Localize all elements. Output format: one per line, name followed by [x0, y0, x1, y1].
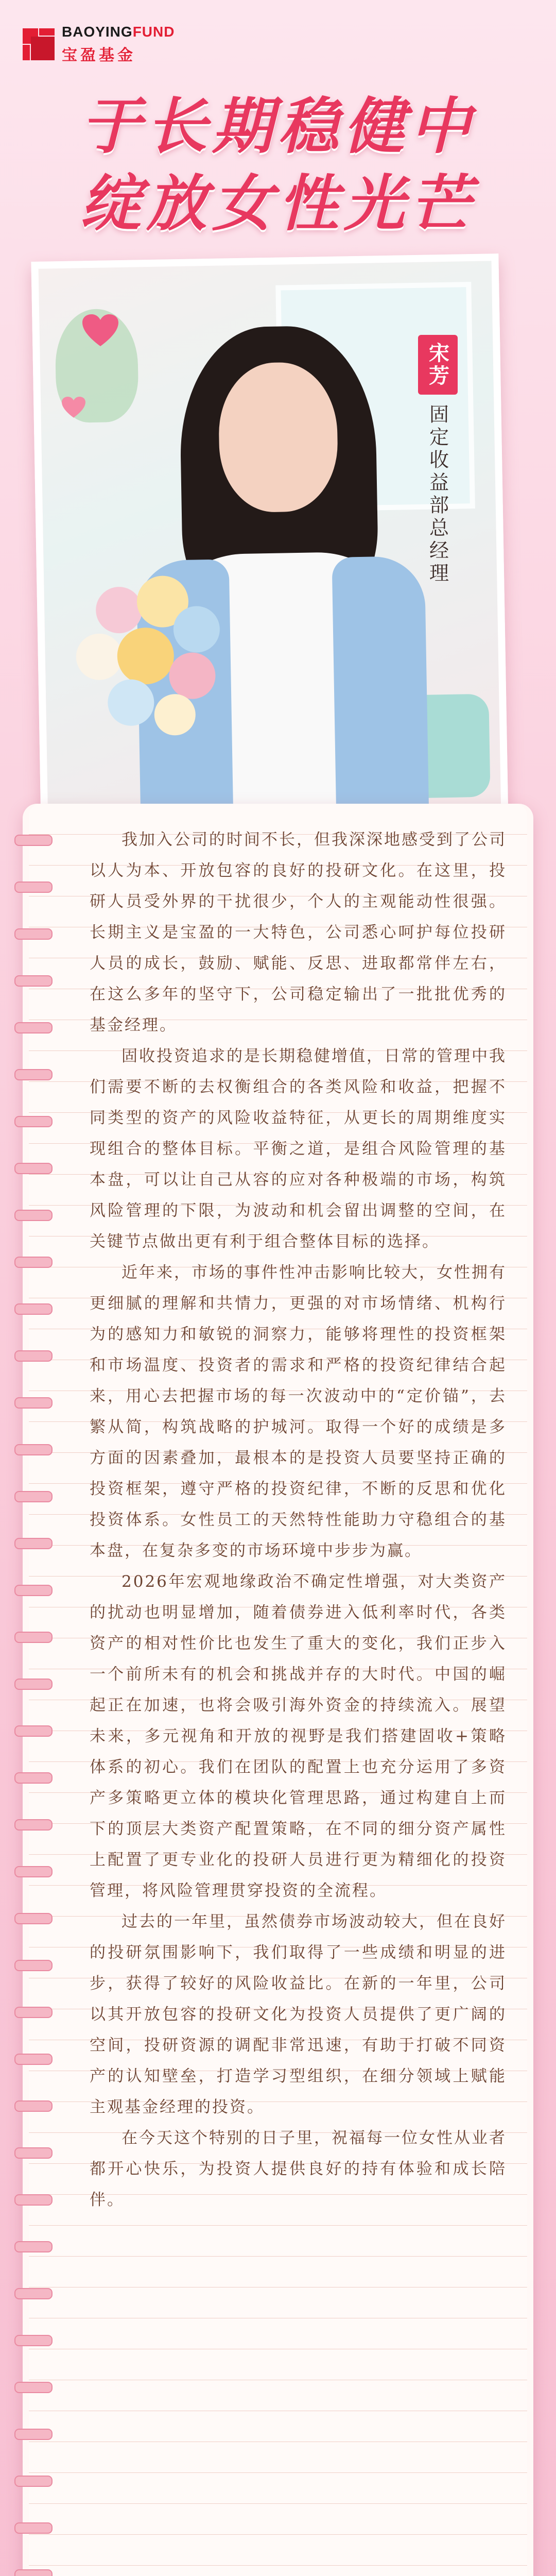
spiral-ring [14, 2335, 53, 2346]
headline-line-1: 于长期稳健中 [80, 91, 476, 162]
brand-mark-icon [23, 28, 55, 60]
spiral-ring [14, 1819, 53, 1831]
spiral-ring [14, 2288, 53, 2299]
spiral-ring [14, 928, 53, 940]
spiral-ring [14, 2100, 53, 2112]
spiral-ring [14, 2476, 53, 2487]
brand-logo [23, 24, 175, 65]
spiral-ring [14, 2007, 53, 2018]
article-body [90, 824, 507, 2215]
spiral-ring [14, 1069, 53, 1080]
spiral-ring [14, 1210, 53, 1221]
article-paragraph: 在今天这个特别的日子里，祝福每一位女性从业者都开心快乐，为投资人提供良好的持有体验和成长陪伴。 [90, 2129, 507, 2209]
person-jacket-right [332, 556, 429, 825]
spiral-ring [14, 1913, 53, 1924]
spiral-ring [14, 1444, 53, 1455]
spiral-ring [14, 1679, 53, 1690]
spiral-ring [14, 1585, 53, 1596]
spiral-ring [14, 1725, 53, 1737]
spiral-ring [14, 1960, 53, 1971]
profile-name: 宋芳 [418, 335, 458, 395]
flower-bouquet [75, 574, 232, 762]
article-notebook [23, 804, 533, 2576]
spiral-ring [14, 2569, 53, 2576]
spiral-binding [14, 835, 56, 2576]
article-paragraph: 我加入公司的时间不长，但我深深地感受到了公司以人为本、开放包容的良好的投研文化。在这里，投研人员受外界的干扰很少，个人的主观能动性很强。长期主义是宝盈的一大特色，公司悉心呵护每位投研人员的成长，鼓励、赋能、反思、进取都常伴左右，在这么多年的坚守下，公司稳定输出了一批批优秀的基金经理。 [90, 831, 507, 1035]
spiral-ring [14, 1772, 53, 1784]
spiral-ring [14, 2522, 53, 2534]
article-paragraph: 过去的一年里，虽然债券市场波动较大，但在良好的投研氛围影响下，我们取得了一些成绩和明显的进步，获得了较好的风险收益比。在新的一年里，公司以其开放包容的投研文化为投资人员提供了更广阔的空间，投研资源的调配非常迅速，有助于打破不同资产的认知壁垒，打造学习型组织，在细分领域上赋能主观基金经理的投资。 [90, 1912, 507, 2116]
profile-role: 固定收益部总经理 [426, 404, 449, 585]
spiral-ring [14, 2429, 53, 2440]
spiral-ring [14, 1303, 53, 1315]
spiral-ring [14, 835, 53, 846]
heart-small-icon [62, 397, 85, 418]
brand-name-cn: 宝盈基金 [62, 46, 136, 64]
spiral-ring [14, 2194, 53, 2206]
spiral-ring [14, 1491, 53, 1502]
spiral-ring [14, 975, 53, 987]
spiral-ring [14, 2054, 53, 2065]
spiral-ring [14, 1866, 53, 1877]
spiral-ring [14, 1163, 53, 1174]
spiral-ring [14, 1116, 53, 1127]
spiral-ring [14, 2241, 53, 2252]
heart-icon [82, 314, 118, 347]
article-paragraph: 固收投资追求的是长期稳健增值，日常的管理中我们需要不断的去权衡组合的各类风险和收益，把握不同类型的资产的风险收益特征，从更长的周期维度实现组合的整体目标。平衡之道，是组合风险管理的基本盘，可以让自己从容的应对各种极端的市场，构筑风险管理的下限，为波动和机会留出调整的空间，在关键节点做出更有利于组合整体目标的选择。 [90, 1047, 507, 1251]
spiral-ring [14, 1397, 53, 1409]
spiral-ring [14, 882, 53, 893]
spiral-ring [14, 2147, 53, 2159]
headline-line-2: 绽放女性光芒 [80, 168, 476, 239]
spiral-ring [14, 1632, 53, 1643]
profile-name-tag [409, 335, 466, 587]
brand-name-en: BAOYINGFUND [62, 24, 175, 40]
spiral-ring [14, 1538, 53, 1549]
person-face [218, 362, 339, 513]
spiral-ring [14, 1350, 53, 1362]
article-paragraph: 近年来，市场的事件性冲击影响比较大，女性拥有更细腻的理解和共情力，更强的对市场情绪、机构行为的感知力和敏锐的洞察力，能够将理性的投资框架和市场温度、投资者的需求和严格的投资纪律结合起来，用心去把握市场的每一次波动中的“定价锚”，去繁从简，构筑战略的护城河。取得一个好的成绩是多方面的因素叠加，最根本的是投资人员要坚持正确的投资框架，遵守严格的投资纪律，不断的反思和优化投资体系。女性员工的天然特性能助力守稳组合的基本盘，在复杂多变的市场环境中步步为赢。 [90, 1263, 507, 1560]
spiral-ring [14, 1022, 53, 1033]
article-paragraph: 2026年宏观地缘政治不确定性增强，对大类资产的扰动也明显增加，随着债券进入低利率时代，各类资产的相对性价比也发生了重大的变化，我们正步入一个前所未有的机会和挑战并存的大时代。中国的崛起正在加速，也将会吸引海外资金的持续流入。展望未来，多元视角和开放的视野是我们搭建固收+策略体系的初心。我们在团队的配置上也充分运用了多资产多策略更立体的模块化管理思路，通过构建自上而下的顶层大类资产配置策略，在不同的细分资产属性上配置了更专业化的投研人员进行更为精细化的投资管理，将风险管理贯穿投资的全流程。 [90, 1572, 507, 1900]
header [0, 0, 556, 824]
spiral-ring [14, 2382, 53, 2393]
spiral-ring [14, 1257, 53, 1268]
